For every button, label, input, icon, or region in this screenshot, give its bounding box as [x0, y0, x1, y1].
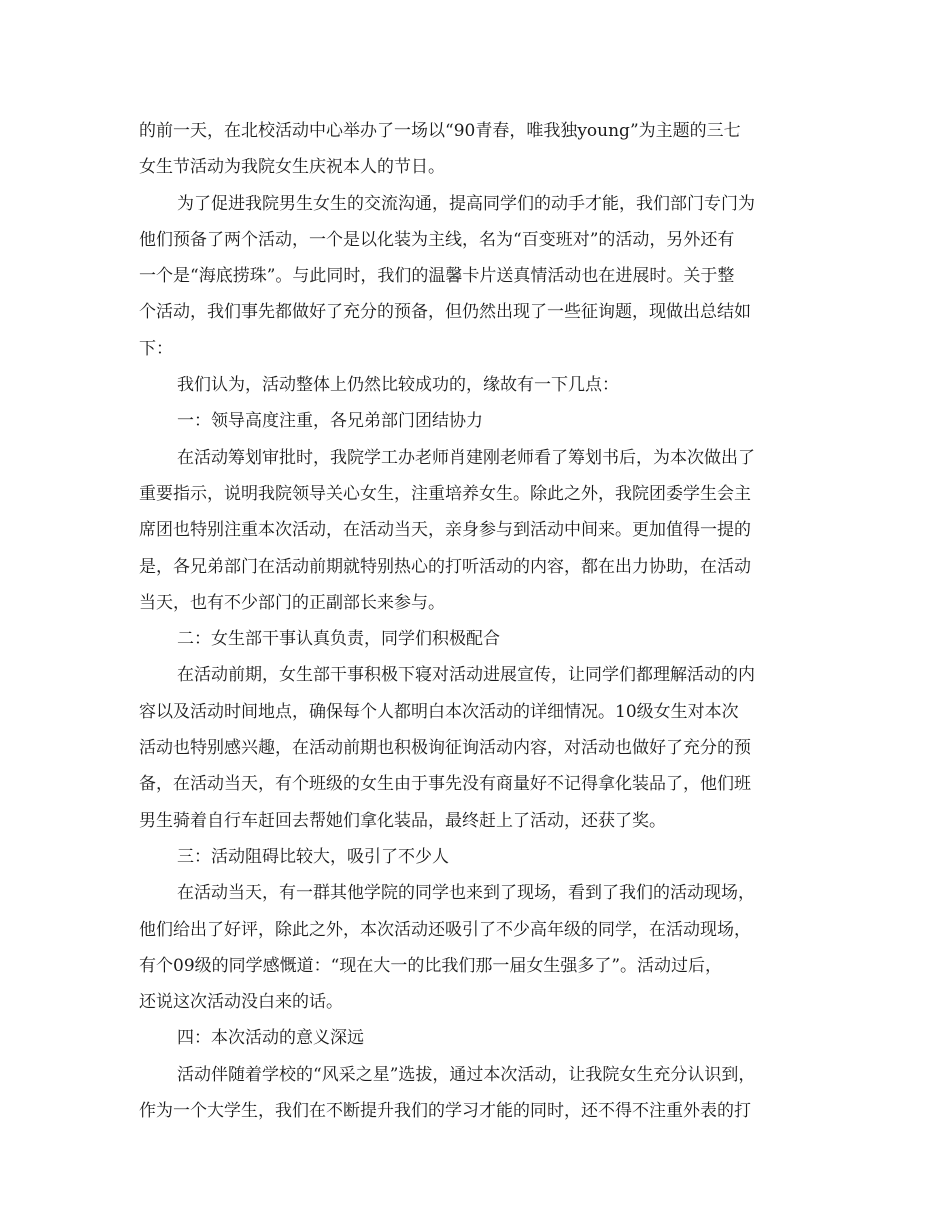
- text-line: 的前一天，在北校活动中心举办了一场以“90青春，唯我独young”为主题的三七: [139, 121, 741, 141]
- text-line: 个活动，我们事先都做好了充分的预备，但仍然出现了一些征询题，现做出总结如: [139, 302, 751, 323]
- text-line: 活动也特别感兴趣，在活动前期也积极询征询活动内容，对活动也做好了充分的预: [139, 738, 751, 759]
- text-line: 还说这次活动没白来的话。: [139, 992, 343, 1013]
- text-line: 备，在活动当天，有个班级的女生由于事先没有商量好不记得拿化装品了，他们班: [139, 774, 751, 795]
- text-line: 是，各兄弟部门在活动前期就特别热心的打听活动的内容，都在出力协助，在活动: [139, 556, 751, 577]
- paragraph-first-line: 在活动前期，女生部干事积极下寝对活动进展宣传，让同学们都理解活动的内: [177, 665, 755, 686]
- paragraph-first-line: 在活动当天，有一群其他学院的同学也来到了现场，看到了我们的活动现场，: [177, 883, 755, 904]
- paragraph-first-line: 三：活动阻碍比较大，吸引了不少人: [177, 846, 449, 867]
- text-line: 他们预备了两个活动，一个是以化装为主线，名为“百变班对”的活动，另外还有: [139, 229, 735, 250]
- paragraph-first-line: 二：女生部干事认真负责，同学们积极配合: [177, 629, 500, 650]
- text-line: 当天，也有不少部门的正副部长来参与。: [139, 592, 445, 613]
- text-line: 容以及活动时间地点，确保每个人都明白本次活动的详细情况。10级女生对本次: [139, 701, 739, 722]
- paragraph-first-line: 为了促进我院男生女生的交流沟通，提高同学们的动手才能，我们部门专门为: [177, 193, 755, 214]
- text-line: 作为一个大学生，我们在不断提升我们的学习才能的同时，还不得不注重外表的打: [139, 1101, 751, 1122]
- paragraph-first-line: 活动伴随着学校的“风采之星”选拔，通过本次活动，让我院女生充分认识到，: [177, 1064, 756, 1085]
- text-line: 一个是“海底捞珠”。与此同时，我们的温馨卡片送真情活动也在进展时。关于整: [139, 266, 735, 287]
- paragraph-first-line: 我们认为，活动整体上仍然比较成功的，缘故有一下几点：: [177, 375, 619, 396]
- text-line: 下：: [139, 338, 173, 359]
- text-line: 女生节活动为我院女生庆祝本人的节日。: [139, 157, 445, 178]
- paragraph-first-line: 在活动筹划审批时，我院学工办老师肖建刚老师看了筹划书后，为本次做出了: [177, 447, 755, 468]
- text-line: 席团也特别注重本次活动，在活动当天，亲身参与到活动中间来。更加值得一提的: [139, 520, 751, 541]
- paragraph-first-line: 一：领导高度注重，各兄弟部门团结协力: [177, 411, 483, 432]
- text-line: 男生骑着自行车赶回去帮她们拿化装品，最终赶上了活动，还获了奖。: [139, 810, 666, 831]
- text-line: 重要指示，说明我院领导关心女生，注重培养女生。除此之外，我院团委学生会主: [139, 483, 751, 504]
- document-body: [139, 113, 829, 1129]
- text-line: 有个09级的同学感慨道：“现在大一的比我们那一届女生强多了”。活动过后，: [139, 955, 723, 976]
- paragraph-first-line: 四：本次活动的意义深远: [177, 1028, 364, 1049]
- text-line: 他们给出了好评，除此之外，本次活动还吸引了不少高年级的同学，在活动现场，: [139, 919, 751, 940]
